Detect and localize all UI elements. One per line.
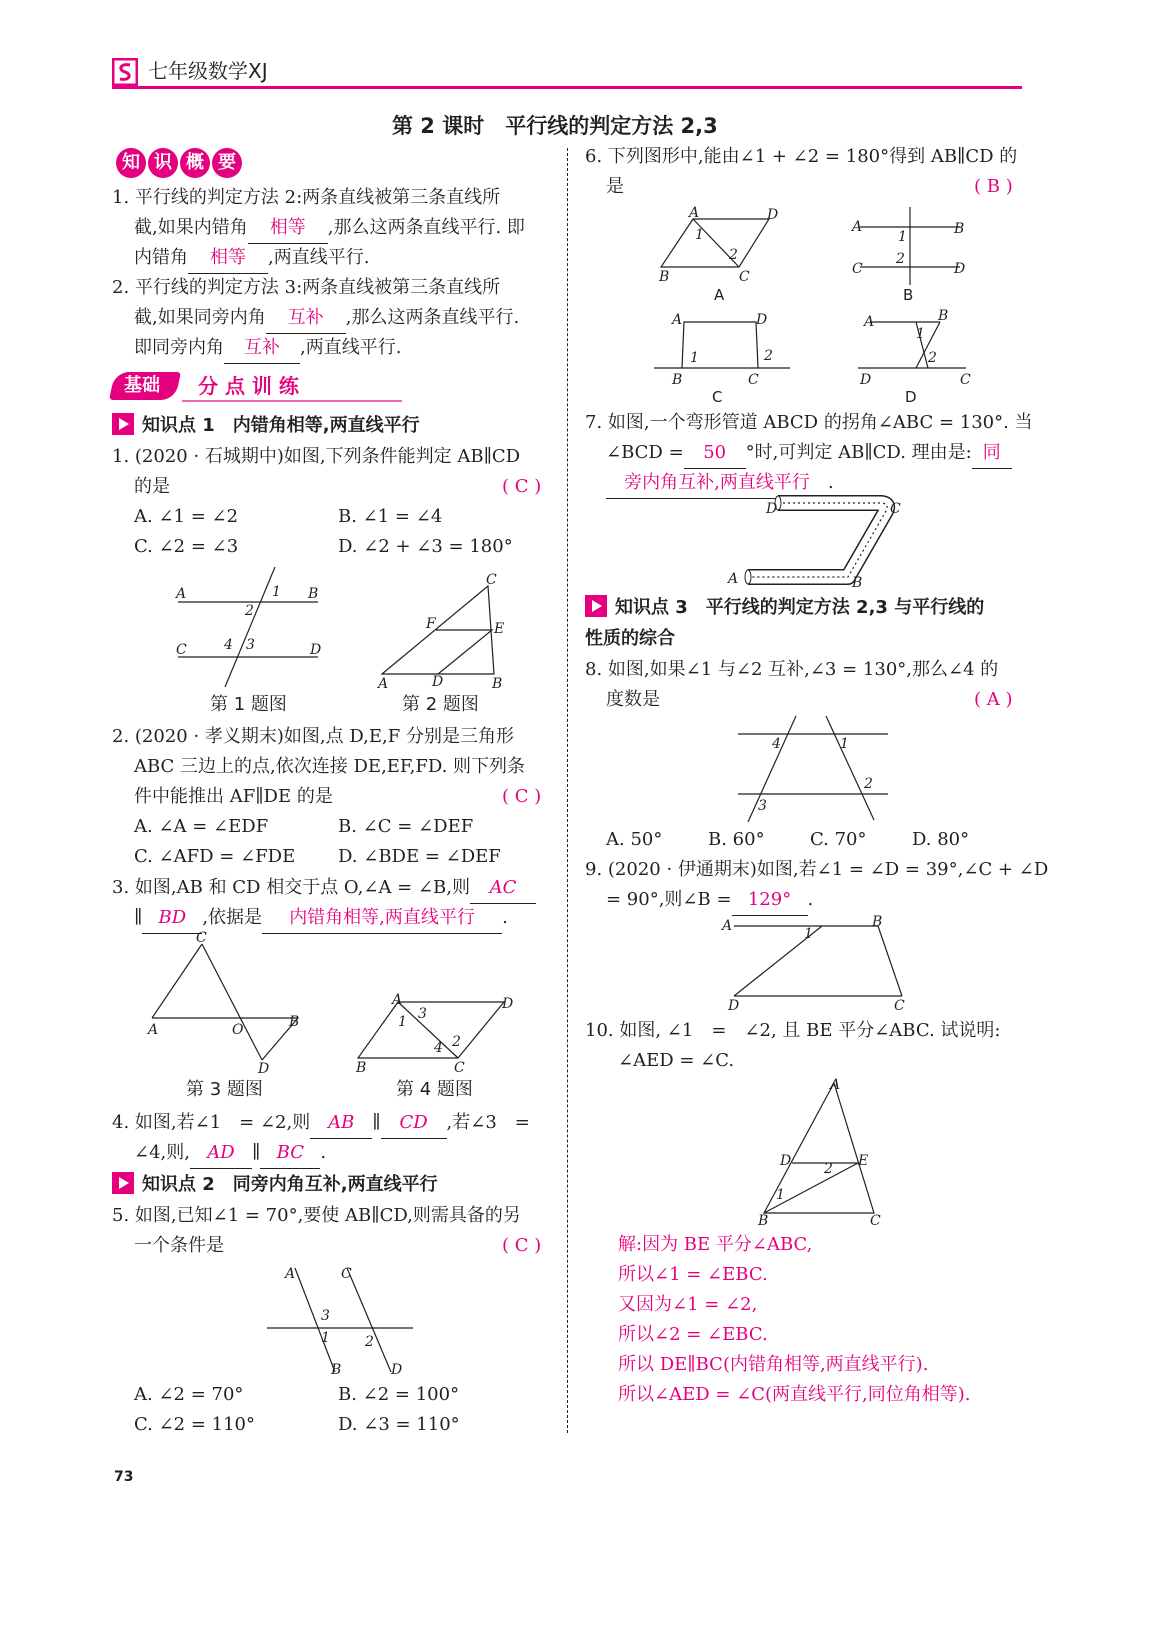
q5-answer: ( C ): [502, 1235, 542, 1256]
q2-opt-d: D. ∠BDE = ∠DEF: [338, 846, 501, 867]
q1-answer: ( C ): [502, 476, 542, 497]
q7-line1: 7. 如图,一个弯形管道 ABCD 的拐角∠ABC = 130°. 当: [585, 412, 1033, 433]
q2-line1: 2. (2020 · 孝义期末)如图,点 D,E,F 分别是三角形: [112, 726, 514, 747]
svg-text:3: 3: [246, 637, 255, 653]
text: ,若∠3 =: [446, 1112, 530, 1133]
figure-9: [718, 912, 918, 1017]
logo-icon: [112, 58, 138, 86]
q5-line1: 5. 如图,已知∠1 = 70°,要使 AB∥CD,则需具备的另: [112, 1205, 521, 1226]
svg-text:A: A: [864, 314, 875, 330]
text: 即同旁内角: [134, 337, 224, 358]
text: .: [828, 472, 834, 493]
svg-text:B: B: [289, 1014, 300, 1030]
text: 截,如果同旁内角: [134, 307, 266, 328]
svg-text:C: C: [176, 642, 187, 658]
q8-line1: 8. 如图,如果∠1 与∠2 互补,∠3 = 130°,那么∠4 的: [585, 659, 999, 680]
q2-line2: ABC 三边上的点,依次连接 DE,EF,FD. 则下列条: [134, 756, 526, 777]
svg-text:2: 2: [729, 247, 738, 263]
answer-blank: 旁内角互补,两直线平行: [606, 468, 828, 499]
q8-line2: 度数是: [606, 689, 660, 710]
q1-line1: 1. (2020 · 石城期中)如图,下列条件能判定 AB∥CD: [112, 446, 521, 467]
svg-text:D: D: [860, 372, 872, 388]
banner-rule: [182, 400, 402, 402]
svg-text:3: 3: [758, 798, 767, 814]
text: °时,可判定 AB∥CD. 理由是:: [745, 442, 972, 463]
solution-line-6: 所以∠AED = ∠C(两直线平行,同位角相等).: [618, 1384, 971, 1405]
figure-8: [730, 712, 900, 822]
q1-line2: 的是: [134, 476, 170, 497]
svg-text:C: C: [454, 1060, 465, 1075]
overview-1-line1: 1. 平行线的判定方法 2:两条直线被第三条直线所: [112, 187, 501, 208]
q2-answer: ( C ): [502, 786, 542, 807]
text: = 90°,则∠B =: [606, 889, 732, 910]
text: 内错角: [134, 247, 188, 268]
answer-blank: CD: [381, 1108, 447, 1139]
q9-line1: 9. (2020 · 伊通期末)如图,若∠1 = ∠D = 39°,∠C + ∠D: [585, 859, 1049, 880]
solution-line-3: 又因为∠1 = ∠2,: [618, 1294, 758, 1315]
svg-text:B: B: [356, 1060, 367, 1075]
figure-5: [265, 1262, 415, 1377]
q2-line3: 件中能推出 AF∥DE 的是: [134, 786, 333, 807]
q2-opt-a: A. ∠A = ∠EDF: [134, 816, 269, 837]
svg-text:B: B: [331, 1362, 342, 1377]
svg-text:D: D: [502, 996, 514, 1012]
svg-text:1: 1: [272, 584, 281, 600]
svg-text:1: 1: [840, 736, 849, 752]
answer-blank: 互补: [224, 333, 300, 364]
figure-3-caption: 第 3 题图: [186, 1079, 263, 1100]
svg-text:C: C: [870, 1213, 881, 1225]
knowledge-point-3-line2: 性质的综合: [585, 628, 675, 649]
svg-text:1: 1: [776, 1187, 785, 1203]
svg-text:2: 2: [452, 1034, 461, 1050]
svg-text:D: D: [432, 674, 444, 690]
svg-text:D: D: [780, 1153, 792, 1169]
q6-line2: 是: [606, 176, 624, 197]
figure-10: [750, 1075, 890, 1225]
figure-6a: [655, 205, 795, 285]
text: 3. 如图,AB 和 CD 相交于点 O,∠A = ∠B,则: [112, 877, 470, 898]
answer-blank: AC: [470, 873, 536, 904]
svg-text:B: B: [308, 586, 319, 602]
book-title: 七年级数学XJ: [148, 59, 268, 83]
q6-answer: ( B ): [974, 176, 1013, 197]
text: 知识点 2 同旁内角互补,两直线平行: [142, 1174, 438, 1195]
svg-text:D: D: [310, 642, 322, 658]
svg-text:C: C: [960, 372, 971, 388]
svg-text:3: 3: [321, 1308, 330, 1324]
figure-6c-label: C: [712, 388, 723, 406]
svg-text:D: D: [766, 501, 778, 517]
q8-opt-d: D. 80°: [912, 829, 970, 850]
q5-line2: 一个条件是: [134, 1235, 224, 1256]
q6-line1: 6. 下列图形中,能由∠1 + ∠2 = 180°得到 AB∥CD 的: [585, 146, 1018, 167]
figure-3: [140, 930, 310, 1075]
figure-6d: [856, 306, 986, 388]
training-banner: [112, 370, 402, 404]
svg-text:2: 2: [864, 776, 873, 792]
q5-opt-b: B. ∠2 = 100°: [338, 1384, 460, 1405]
svg-text:C: C: [341, 1266, 352, 1282]
answer-blank: AB: [310, 1108, 372, 1139]
svg-text:1: 1: [804, 926, 813, 942]
text: .: [807, 889, 814, 910]
svg-text:1: 1: [916, 326, 925, 342]
svg-text:A: A: [728, 571, 739, 587]
svg-text:A: A: [689, 205, 700, 221]
svg-text:A: A: [830, 1077, 841, 1093]
text: ,两直线平行.: [300, 337, 402, 358]
q7-line2: [606, 438, 1012, 469]
training-title: 分 点 训 练: [198, 374, 299, 398]
svg-text:4: 4: [434, 1040, 443, 1056]
q4-line1: [112, 1108, 530, 1139]
q1-opt-b: B. ∠1 = ∠4: [338, 506, 443, 527]
svg-text:2: 2: [764, 348, 773, 364]
page-number: 73: [114, 1469, 134, 1485]
badge-char: 要: [212, 148, 242, 178]
logo-icon: [112, 58, 138, 86]
svg-text:B: B: [758, 1213, 769, 1225]
q3-line1: [112, 873, 536, 904]
text: ∠BCD =: [606, 442, 684, 463]
svg-text:C: C: [739, 269, 750, 285]
figure-1-caption: 第 1 题图: [210, 694, 287, 715]
svg-text:B: B: [938, 308, 949, 324]
svg-text:A: A: [285, 1266, 296, 1282]
q10-line2: ∠AED = ∠C.: [618, 1050, 735, 1071]
svg-text:A: A: [852, 219, 863, 235]
svg-text:C: C: [890, 501, 901, 517]
knowledge-point-3: [585, 593, 984, 623]
answer-blank: BC: [260, 1138, 320, 1169]
training-tag-text: 基础: [124, 375, 160, 396]
q5-opt-c: C. ∠2 = 110°: [134, 1414, 255, 1435]
answer-blank: 相等: [248, 213, 328, 244]
svg-text:D: D: [258, 1061, 270, 1075]
overview-2-line2: [134, 303, 519, 334]
figure-4: [350, 990, 520, 1075]
svg-text:2: 2: [245, 603, 254, 619]
svg-text:C: C: [486, 572, 497, 588]
figure-4-caption: 第 4 题图: [396, 1079, 473, 1100]
overview-1-line2: [134, 213, 525, 244]
answer-blank: 内错角相等,两直线平行: [262, 903, 502, 934]
q8-opt-a: A. 50°: [606, 829, 663, 850]
svg-text:4: 4: [772, 736, 781, 752]
answer-blank: 50: [684, 438, 746, 469]
overview-badge: [116, 148, 244, 178]
text: .: [502, 907, 508, 928]
figure-2-caption: 第 2 题图: [402, 694, 479, 715]
answer-blank: AD: [190, 1138, 252, 1169]
knowledge-point-1: [112, 411, 420, 441]
svg-text:4: 4: [224, 637, 233, 653]
q2-opt-b: B. ∠C = ∠DEF: [338, 816, 474, 837]
svg-text:1: 1: [321, 1330, 330, 1346]
page-title: 第 2 课时 平行线的判定方法 2,3: [392, 114, 718, 138]
text: ∥: [134, 907, 143, 928]
answer-blank: 129°: [732, 885, 808, 916]
svg-text:B: B: [872, 914, 883, 930]
solution-line-5: 所以 DE∥BC(内错角相等,两直线平行).: [618, 1354, 929, 1375]
svg-text:C: C: [196, 930, 207, 946]
svg-text:B: B: [852, 575, 863, 590]
figure-1: [170, 565, 330, 690]
column-divider: [567, 148, 568, 1433]
text: 知识点 3 平行线的判定方法 2,3 与平行线的: [615, 597, 985, 618]
svg-text:C: C: [852, 261, 863, 277]
svg-text:O: O: [232, 1022, 244, 1038]
svg-text:D: D: [756, 312, 768, 328]
svg-text:A: A: [392, 992, 403, 1008]
answer-blank: BD: [142, 903, 202, 934]
svg-text:1: 1: [398, 1014, 407, 1030]
svg-text:2: 2: [824, 1161, 833, 1177]
svg-text:A: A: [378, 676, 389, 690]
svg-text:E: E: [494, 621, 505, 637]
text: ∥: [251, 1142, 261, 1163]
q10-line1: 10. 如图, ∠1 = ∠2, 且 BE 平分∠ABC. 试说明:: [585, 1020, 1001, 1041]
q1-opt-c: C. ∠2 = ∠3: [134, 536, 239, 557]
q8-opt-c: C. 70°: [810, 829, 867, 850]
svg-text:E: E: [858, 1153, 869, 1169]
header-rule: [112, 86, 1022, 89]
svg-text:B: B: [659, 269, 670, 285]
q2-opt-c: C. ∠AFD = ∠FDE: [134, 846, 296, 867]
solution-line-1: 解:因为 BE 平分∠ABC,: [618, 1234, 813, 1255]
svg-text:D: D: [767, 207, 779, 223]
text: 截,如果内错角: [134, 217, 248, 238]
svg-text:D: D: [954, 261, 966, 277]
svg-text:D: D: [728, 998, 740, 1014]
svg-text:1: 1: [695, 227, 704, 243]
text: ,那么这两条直线平行. 即: [327, 217, 525, 238]
overview-2-line3: [134, 333, 401, 364]
answer-blank: 相等: [188, 243, 268, 274]
q4-line2: [134, 1138, 326, 1169]
svg-text:1: 1: [690, 350, 699, 366]
text: ∠4,则,: [134, 1142, 190, 1163]
svg-text:2: 2: [928, 350, 937, 366]
knowledge-point-2: [112, 1170, 438, 1200]
answer-blank: 同: [972, 438, 1012, 469]
badge-char: 概: [180, 148, 210, 178]
answer-blank: 互补: [266, 303, 346, 334]
q8-opt-b: B. 60°: [708, 829, 765, 850]
text: ,两直线平行.: [268, 247, 370, 268]
svg-text:C: C: [894, 998, 905, 1014]
q1-opt-d: D. ∠2 + ∠3 = 180°: [338, 536, 513, 557]
badge-char: 知: [116, 148, 146, 178]
overview-1-line3: [134, 243, 369, 274]
svg-text:A: A: [672, 312, 683, 328]
text: 知识点 1 内错角相等,两直线平行: [142, 415, 420, 436]
svg-text:D: D: [391, 1362, 403, 1377]
badge-char: 识: [148, 148, 178, 178]
figure-6d-label: D: [905, 388, 917, 406]
svg-text:A: A: [148, 1022, 159, 1038]
q1-opt-a: A. ∠1 = ∠2: [134, 506, 239, 527]
svg-text:B: B: [672, 372, 683, 388]
svg-text:A: A: [722, 918, 733, 934]
svg-text:C: C: [748, 372, 759, 388]
text: 4. 如图,若∠1 = ∠2,则: [112, 1112, 311, 1133]
solution-line-4: 所以∠2 = ∠EBC.: [618, 1324, 768, 1345]
q5-opt-a: A. ∠2 = 70°: [134, 1384, 244, 1405]
svg-text:A: A: [176, 586, 187, 602]
triangle-icon: [112, 1172, 134, 1194]
figure-2: [372, 568, 512, 690]
svg-text:3: 3: [418, 1006, 427, 1022]
q5-opt-d: D. ∠3 = 110°: [338, 1414, 460, 1435]
triangle-icon: [112, 413, 134, 435]
text: ,依据是: [202, 907, 263, 928]
figure-6c: [652, 310, 792, 388]
text: .: [320, 1142, 327, 1163]
svg-text:B: B: [492, 676, 503, 690]
text: ∥: [372, 1112, 381, 1133]
figure-6b-label: B: [903, 286, 914, 304]
svg-text:2: 2: [896, 251, 905, 267]
svg-text:F: F: [426, 616, 436, 632]
text: ,那么这两条直线平行.: [345, 307, 520, 328]
svg-text:1: 1: [898, 229, 907, 245]
solution-line-2: 所以∠1 = ∠EBC.: [618, 1264, 768, 1285]
svg-text:2: 2: [365, 1334, 374, 1350]
figure-6b: [848, 205, 978, 285]
figure-6a-label: A: [714, 286, 725, 304]
q8-answer: ( A ): [974, 689, 1013, 710]
svg-text:B: B: [954, 221, 965, 237]
overview-2-line1: 2. 平行线的判定方法 3:两条直线被第三条直线所: [112, 277, 501, 298]
figure-7: [720, 495, 910, 590]
triangle-icon: [585, 595, 607, 617]
